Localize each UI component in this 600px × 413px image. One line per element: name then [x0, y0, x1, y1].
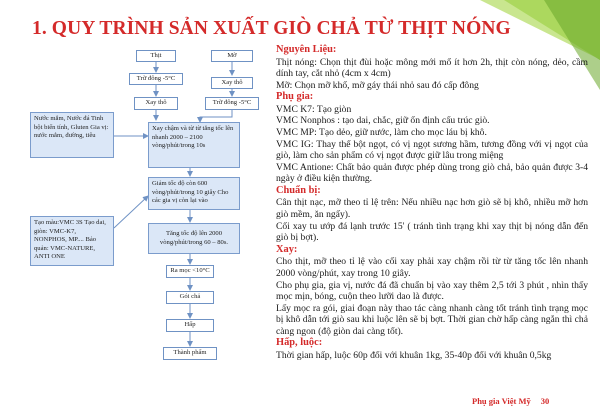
process-description [276, 44, 588, 362]
process-flowchart [0, 0, 270, 413]
paragraph: VMC MP: Tạo dẻo, giữ nước, làm cho mọc láu bị khô. [276, 126, 487, 138]
heading-xay: Xay: [276, 243, 298, 255]
paragraph: Cho phụ gia, gia vị, nước đá đã chuẩn bị vào xay thêm 2,5 tới 3 phút , nhìn thấy mọc mịn, bóng, cuộn theo lưỡi dao là được. [276, 279, 588, 303]
page-number: 30 [540, 396, 550, 406]
flow-step-xay-tho-mo: Xay thô [211, 77, 253, 89]
paragraph: Cối xay tu ướp đá lạnh trước 15' ( tránh tình trạng khi xay thịt bị nóng dẫn đến giò bị bợt). [276, 220, 588, 244]
flow-step-tru-dong-mo: Trữ đông -5°C [205, 97, 259, 110]
flow-step-giam-toc: Giảm tốc độ còn 600 vòng/phút/trong 10 giây Cho các gia vị còn lại vào [148, 177, 240, 210]
heading-chuan-bi: Chuẩn bị: [276, 184, 321, 196]
paragraph: VMC Antione: Chất bảo quản được phép dùng trong giò chả, bảo quản được 3-4 ngày ở điều kiện thường. [276, 161, 588, 185]
paragraph: Cân thịt nạc, mỡ theo tỉ lệ trên: Nếu nhiều nạc hơn giò sẽ bị khô, nhiều mỡ hơn giò mềm, ăn ngấy). [276, 197, 588, 221]
flow-step-xay-cham: Xay chậm và từ từ tăng tốc lên nhanh 2000 – 2100 vòng/phút/trong 10s [148, 122, 240, 168]
heading-nguyen-lieu: Nguyên Liệu: [276, 44, 337, 55]
paragraph: Thời gian hấp, luộc 60p đối với khuân 1kg, 35-40p đối với khuân 0,5kg [276, 349, 552, 361]
flow-step-hap: Hấp [166, 319, 214, 332]
footer [472, 396, 549, 406]
flow-step-xay-tho-thit: Xay thô [134, 97, 178, 110]
paragraph: VMC IG: Thay thế bột ngọt, có vị ngọt sương hầm, tương đồng với vị ngọt của giò, làm cho sản phẩm có vị ngọt được giữ lâu trong miệng [276, 138, 588, 162]
paragraph: Lấy mọc ra gói, giai đoạn này thao tác càng nhanh càng tốt tránh tình trạng mọc bị khô dẫn tới giò sau khi luộc lên sẽ bị bợt. Thời gian chờ hấp càng ngắn thì chả càng ngon (độ giòn dai càng tốt). [276, 302, 588, 337]
slide-title: 1. QUY TRÌNH SẢN XUẤT GIÒ CHẢ TỪ THỊT NÓNG [32, 18, 511, 39]
arrow [114, 196, 148, 228]
paragraph: Thịt nóng: Chọn thịt đùi hoặc mông mới mổ ít hơn 2h, thịt còn nóng, dẻo, cầm dính tay, cắt nhỏ (4cm x 4cm) [276, 56, 588, 80]
arrow [200, 110, 232, 122]
ingredients-note-box: Nước mắm, Nước đá Tinh bột biến tính, Gluten Gia vị: nước mắm, đường, tiêu [30, 112, 114, 158]
flow-step-goi-cha: Gói chả [166, 291, 214, 304]
flow-step-mo: Mỡ [211, 50, 253, 62]
paragraph: Cho thịt, mỡ theo tỉ lệ vào cối xay phải xay chậm rồi từ từ tăng tốc lên nhanh 2000 vòng/phút, xay trong 10 giây. [276, 256, 588, 279]
flow-step-ra-moc: Ra mọc <10°C [166, 265, 214, 278]
paragraph: VMC Nonphos : tạo dai, chắc, giữ ổn định cấu trúc giò. [276, 115, 490, 127]
paragraph: Mỡ: Chọn mỡ khổ, mỡ gáy thái nhỏ sau đó cấp đông [276, 79, 479, 91]
flow-step-thanh-pham: Thành phẩm [163, 347, 217, 360]
flow-step-thit: Thịt [136, 50, 176, 62]
flow-step-tang-toc: Tăng tốc độ lên 2000 vòng/phút/trong 60 – 80s. [148, 223, 240, 254]
footer-brand: Phụ gia Việt Mỹ [472, 396, 531, 406]
flow-step-tru-dong-thit: Trữ đông -5°C [129, 73, 183, 85]
heading-hap-luoc: Hấp, luộc: [276, 337, 323, 349]
heading-phu-gia: Phụ gia: [276, 91, 314, 103]
paragraph: VMC K7: Tạo giòn [276, 103, 352, 115]
additives-note-box: Tạo màu:VMC 3S Tạo dai, giòn: VMC-K7, NONPHOS, MP.... Bảo quản: VMC-NATURE, ANTI ONE [30, 216, 114, 266]
